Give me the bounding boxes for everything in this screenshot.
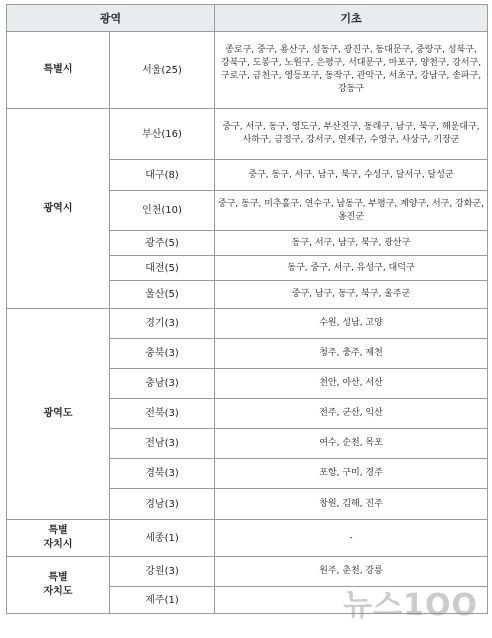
city-cell: 제주(1) [110,587,215,614]
city-cell: 세종(1) [110,520,215,557]
city-cell: 대구(8) [110,160,215,191]
base-cell: 청주, 충주, 제천 [215,339,488,369]
base-cell: 원주, 춘천, 강릉 [215,557,488,587]
base-cell: 중구, 서구, 동구, 영도구, 부산진구, 동래구, 남구, 북구, 해운대구, 사하구, 금정구, 강서구, 연제구, 수영구, 사상구, 기장군 [215,109,488,160]
district-table [6,4,488,614]
region-label: 특별시 [7,32,110,109]
base-cell: 포항, 구미, 경주 [215,459,488,489]
table-row [7,520,488,557]
city-cell: 강원(3) [110,557,215,587]
region-label [7,557,110,614]
city-cell: 충남(3) [110,369,215,399]
region-label: 광역시 [7,109,110,309]
header-area: 광역 [7,5,215,32]
city-cell: 대전(5) [110,256,215,281]
news1-watermark: 뉴스1OO [343,588,478,623]
base-cell: 동구, 중구, 서구, 유성구, 대덕구 [215,256,488,281]
base-cell: - [215,520,488,557]
base-cell: 전주, 군산, 익산 [215,399,488,429]
region-label-line2: 자치시 [43,539,73,550]
city-cell: 전북(3) [110,399,215,429]
city-cell: 충북(3) [110,339,215,369]
base-cell: 중구, 남구, 동구, 북구, 울주군 [215,281,488,309]
table-row [7,109,488,160]
base-cell: 중구, 동구, 미추홀구, 연수구, 남동구, 부평구, 계양구, 서구, 강화군, 옹진군 [215,191,488,231]
table-header-row [7,5,488,32]
base-cell: 여수, 순천, 목포 [215,429,488,459]
base-cell: 수원, 성남, 고양 [215,309,488,339]
table-row [7,32,488,109]
city-cell: 서울(25) [110,32,215,109]
region-label-line1: 특별 [48,572,68,583]
city-cell: 경남(3) [110,489,215,520]
city-cell: 경북(3) [110,459,215,489]
region-label-line1: 특별 [48,525,68,536]
region-label-line2: 자치도 [43,586,73,597]
city-cell: 울산(5) [110,281,215,309]
region-label [7,520,110,557]
base-cell: 천안, 아산, 서산 [215,369,488,399]
header-base: 기초 [215,5,488,32]
base-cell: 창원, 김해, 진주 [215,489,488,520]
base-cell: 종로구, 중구, 용산구, 성동구, 광진구, 동대문구, 중랑구, 성북구, 강북구, 도봉구, 노원구, 은평구, 서대문구, 마포구, 양천구, 강서구, 구로구, 금천구, 영등포구, 동작구, 관악구, 서초구, 강남구, 송파구, 강동구 [215,32,488,109]
base-cell: 중구, 동구, 서구, 남구, 북구, 수성구, 달서구, 달성군 [215,160,488,191]
table-row [7,309,488,339]
city-cell: 인천(10) [110,191,215,231]
region-label: 광역도 [7,309,110,520]
city-cell: 광주(5) [110,231,215,256]
city-cell: 전남(3) [110,429,215,459]
city-cell: 부산(16) [110,109,215,160]
base-cell: 동구, 서구, 남구, 북구, 광산구 [215,231,488,256]
city-cell: 경기(3) [110,309,215,339]
